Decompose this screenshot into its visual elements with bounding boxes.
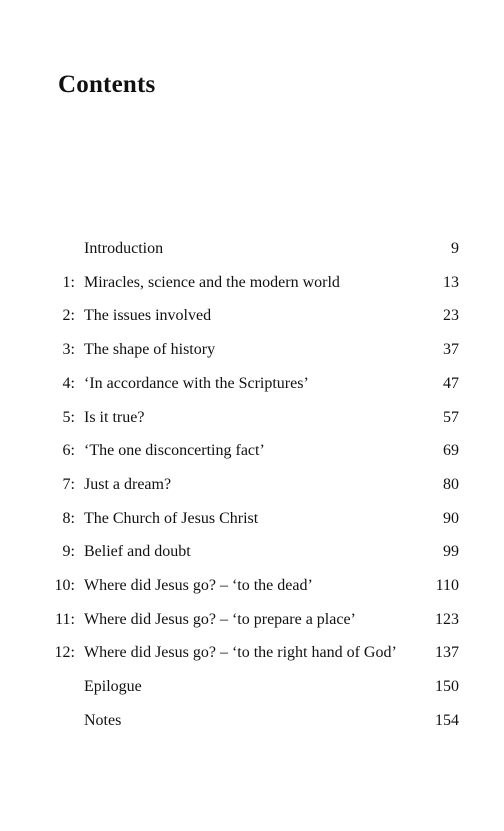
toc-entry-page: 9 bbox=[451, 240, 459, 257]
toc-entry-page: 13 bbox=[443, 273, 459, 291]
toc-entry-page: 69 bbox=[443, 442, 459, 460]
toc-entry-number: 4: bbox=[62, 374, 75, 392]
toc-entry-title: Is it true? bbox=[84, 408, 145, 426]
toc-entry-chapter-7 bbox=[0, 474, 504, 496]
toc-entry-chapter-3 bbox=[0, 339, 504, 361]
toc-entry-chapter-6 bbox=[0, 440, 504, 462]
toc-entry-page: 57 bbox=[443, 408, 459, 426]
toc-entry-number: 10: bbox=[54, 577, 75, 594]
page-title: Contents bbox=[58, 71, 156, 98]
toc-entry-number: 12: bbox=[54, 644, 75, 662]
toc-entry-introduction bbox=[0, 238, 504, 260]
toc-entry-number: 7: bbox=[62, 475, 75, 493]
toc-entry-page: 154 bbox=[435, 711, 459, 729]
toc-entry-title: Where did Jesus go? – ‘to prepare a place’ bbox=[84, 610, 356, 628]
toc-entry-title: Epilogue bbox=[84, 678, 142, 696]
toc-entry-title: The issues involved bbox=[84, 307, 212, 325]
toc-entry-title: Notes bbox=[84, 711, 122, 729]
toc-entry-number: 11: bbox=[55, 610, 75, 628]
toc-entry-title: Just a dream? bbox=[84, 475, 172, 493]
toc-entry-number: 9: bbox=[62, 543, 75, 561]
toc-entry-chapter-12 bbox=[0, 642, 504, 664]
toc-entry-chapter-4 bbox=[0, 373, 504, 395]
toc-entry-epilogue bbox=[0, 676, 504, 698]
toc-entry-page: 47 bbox=[443, 374, 459, 392]
toc-entry-chapter-8 bbox=[0, 508, 504, 530]
toc-entry-title: Belief and doubt bbox=[84, 543, 191, 561]
toc-entry-number: 6: bbox=[62, 442, 75, 460]
toc-entry-chapter-10 bbox=[0, 575, 504, 597]
toc-entry-notes bbox=[0, 710, 504, 732]
toc-entry-number: 2: bbox=[62, 307, 75, 325]
toc-entry-chapter-11 bbox=[0, 609, 504, 631]
toc-entry-page: 80 bbox=[443, 475, 459, 493]
toc-entry-chapter-2 bbox=[0, 305, 504, 327]
toc-entry-number: 5: bbox=[62, 408, 75, 426]
toc-entry-title: Where did Jesus go? – ‘to the dead’ bbox=[84, 577, 313, 594]
toc-entry-title: Introduction bbox=[84, 240, 164, 257]
toc-entry-title: The Church of Jesus Christ bbox=[84, 509, 259, 527]
toc-entry-page: 137 bbox=[435, 644, 459, 662]
toc-entry-page: 123 bbox=[435, 610, 459, 628]
toc-entry-title: Miracles, science and the modern world bbox=[84, 273, 340, 291]
toc-entry-page: 23 bbox=[443, 307, 459, 325]
toc-entry-page: 110 bbox=[435, 577, 459, 594]
toc-entry-number: 1: bbox=[62, 273, 75, 291]
toc-entry-chapter-9 bbox=[0, 541, 504, 563]
toc-entry-page: 90 bbox=[443, 509, 459, 527]
toc-entry-number: 3: bbox=[62, 341, 75, 359]
toc-entry-number: 8: bbox=[62, 509, 75, 527]
toc-entry-title: ‘The one disconcerting fact’ bbox=[84, 442, 265, 460]
toc-entry-page: 99 bbox=[443, 543, 459, 561]
toc-entry-title: The shape of history bbox=[84, 341, 216, 359]
toc-entry-chapter-5 bbox=[0, 407, 504, 429]
toc-entry-chapter-1 bbox=[0, 272, 504, 294]
toc-entry-title: ‘In accordance with the Scriptures’ bbox=[84, 374, 309, 392]
toc-entry-title: Where did Jesus go? – ‘to the right hand of God’ bbox=[84, 644, 397, 662]
toc-entry-page: 37 bbox=[443, 341, 459, 359]
toc-entry-page: 150 bbox=[435, 678, 459, 696]
